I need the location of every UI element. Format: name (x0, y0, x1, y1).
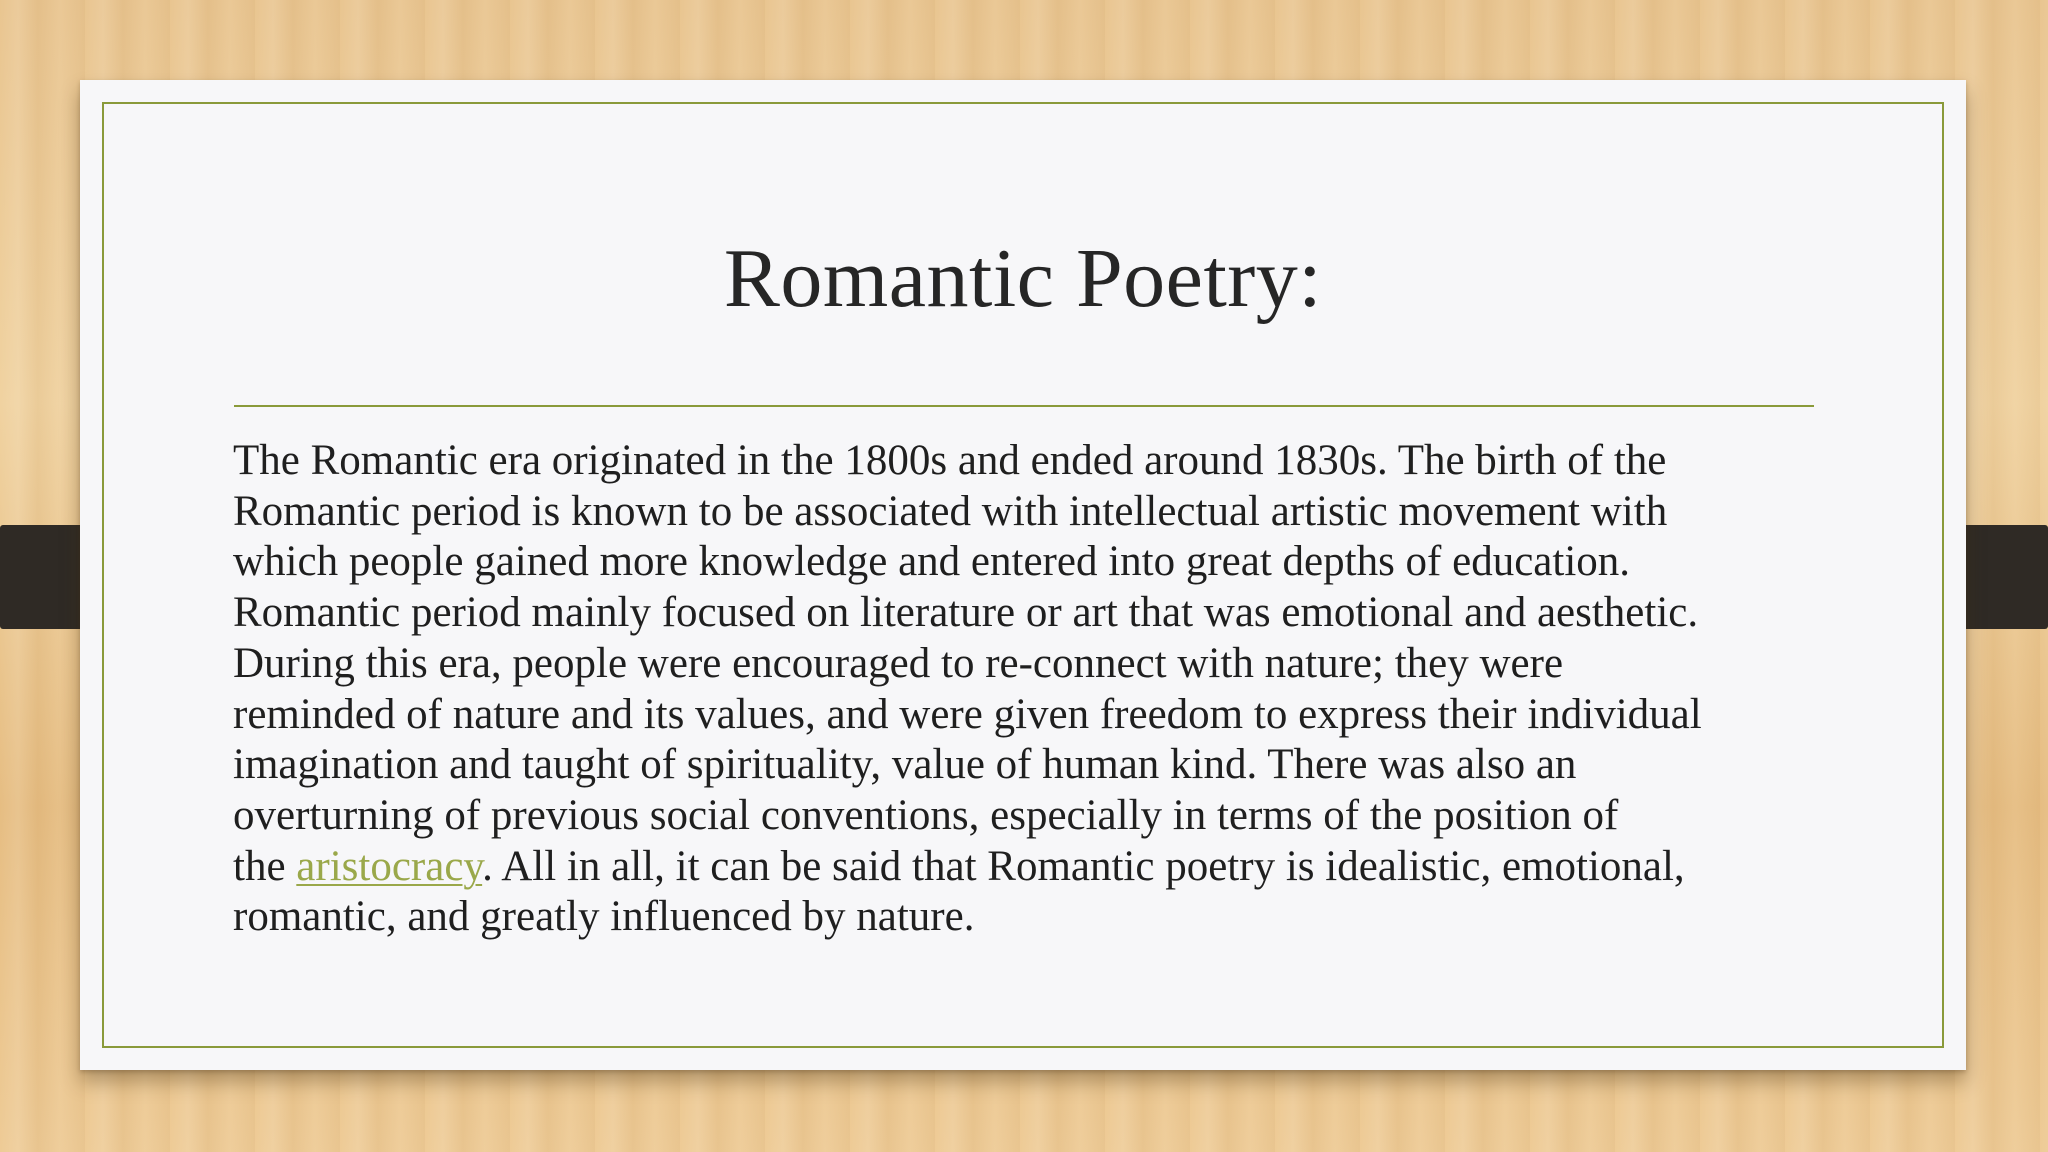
title-divider (234, 405, 1814, 407)
slide-title: Romantic Poetry: (723, 232, 1323, 325)
body-line: reminded of nature and its values, and were given freedom to express their individual (233, 690, 1702, 738)
body-line: Romantic period is known to be associated with intellectual artistic movement with (233, 487, 1668, 535)
slide-body-text (233, 436, 1853, 943)
aristocracy-link[interactable]: aristocracy (296, 842, 483, 890)
body-line-suffix: . All in all, it can be said that Romantic poetry is idealistic, emotional, (482, 842, 1685, 890)
slide-paper (80, 80, 1966, 1070)
body-line-prefix: the (233, 842, 297, 890)
body-line: During this era, people were encouraged to re-connect with nature; they were (233, 639, 1564, 687)
body-line: romantic, and greatly influenced by nature. (233, 893, 975, 941)
body-line: overturning of previous social conventions, especially in terms of the position of (233, 791, 1619, 839)
body-line: which people gained more knowledge and entered into great depths of education. (233, 538, 1631, 586)
body-line: imagination and taught of spirituality, value of human kind. There was also an (233, 741, 1577, 789)
body-line: Romantic period mainly focused on literature or art that was emotional and aesthetic. (233, 589, 1699, 637)
body-line-with-link (233, 842, 1853, 893)
body-line: The Romantic era originated in the 1800s and ended around 1830s. The birth of the (233, 437, 1667, 484)
